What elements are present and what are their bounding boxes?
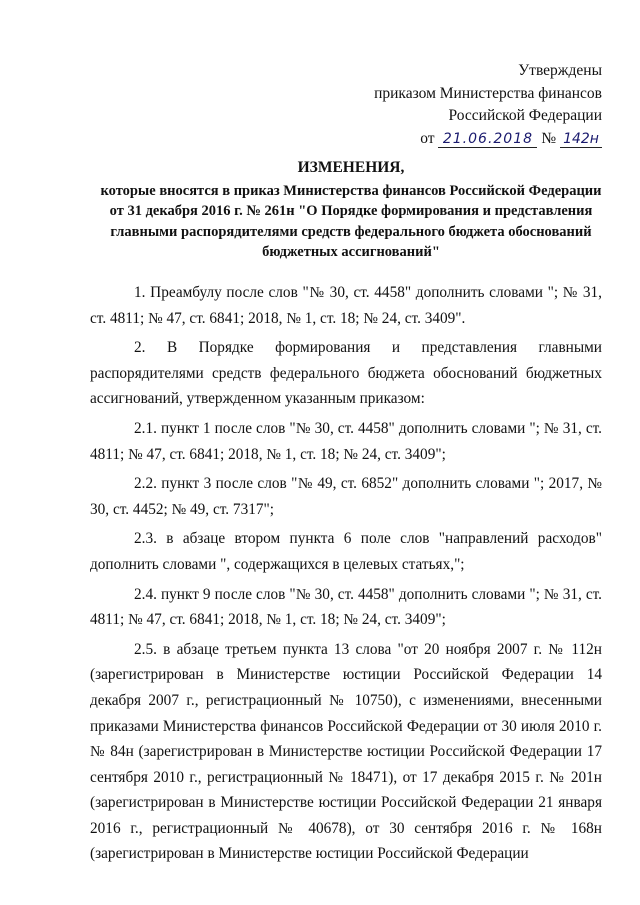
document-title (100, 158, 602, 263)
title-subtitle: которые вносятся в приказ Министерства финансов Российской Федерации от 31 декабря 2016 г. № 261н "О Порядке формирования и представления главными распорядителями средств федерального бюджета обоснований бюджетных ассигнований" (100, 182, 602, 260)
approval-block (374, 60, 602, 150)
date-prefix: от (420, 129, 435, 147)
title-heading: ИЗМЕНЕНИЯ, (297, 159, 405, 176)
paragraph-2-3: 2.3. в абзаце втором пункта 6 поле слов "направлений расходов" дополнить словами ", содержащихся в целевых статьях,"; (90, 530, 602, 573)
approval-date-line (374, 128, 602, 151)
number-prefix: № (541, 129, 557, 147)
paragraph-2-4: 2.4. пункт 9 после слов "№ 30, ст. 4458" дополнить словами "; № 31, ст. 4811; № 47, ст. 6841; 2018, № 1, ст. 18; № 24, ст. 3409"; (90, 585, 602, 629)
handwritten-date: 21.06.2018 (438, 131, 537, 148)
approval-line-1: Утверждены (518, 62, 602, 79)
document-body (90, 280, 602, 871)
approval-line-2: приказом Министерства финансов (374, 84, 602, 102)
handwritten-number: 142н (560, 131, 602, 148)
paragraph-2-5: 2.5. в абзаце третьем пункта 13 слова "от 20 ноября 2007 г. № 112н (зарегистрирован в Министерстве юстиции Российской Федерации 14 декабря 2007 г., регистрационный № 10750), с изменениями, внесенными приказами Министерства финансов Российской Федерации от 30 июля 2010 г. № 84н (зарегистрирован в Министерстве юстиции Российской Федерации 17 сентября 2010 г., регистрационный № 18471), от 17 декабря 2015 г. № 201н (зарегистрирован в Министерстве юстиции Российской Федерации 21 января 2016 г., регистрационный № 40678), от 30 сентября 2016 г. № 168н (зарегистрирован в Министерстве юстиции Российской Федерации (90, 640, 602, 863)
paragraph-2-2: 2.2. пункт 3 после слов "№ 49, ст. 6852" дополнить словами "; 2017, № 30, ст. 4452; № 49, ст. 7317"; (90, 475, 602, 518)
paragraph-2: 2. В Порядке формирования и представления главными распорядителями средств федерального бюджета обоснований бюджетных ассигнований, утвержденном указанным приказом: (90, 339, 602, 408)
paragraph-1: 1. Преамбулу после слов "№ 30, ст. 4458" дополнить словами "; № 31, ст. 4811; № 47, ст. 6841; 2018, № 1, ст. 18; № 24, ст. 3409". (90, 284, 602, 327)
paragraph-2-1: 2.1. пункт 1 после слов "№ 30, ст. 4458" дополнить словами "; № 31, ст. 4811; № 47, ст. 6841; 2018, № 1, ст. 18; № 24, ст. 3409"; (90, 419, 602, 463)
approval-line-3: Российской Федерации (448, 107, 602, 124)
